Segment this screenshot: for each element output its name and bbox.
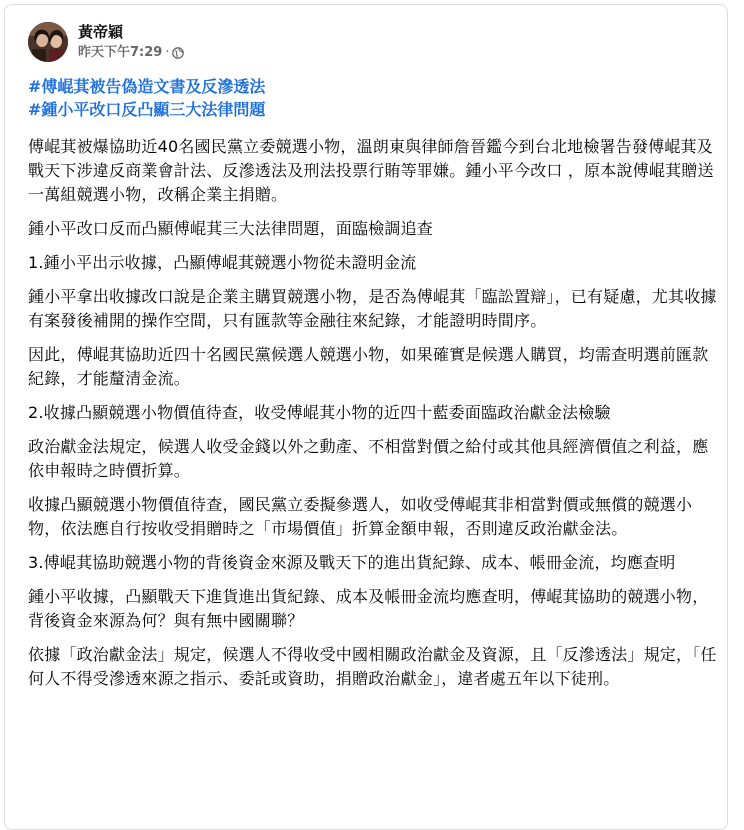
post-paragraph: 依據「政治獻金法」規定，候選人不得收受中國相關政治獻金及資源，且「反滲透法」規定，「任何人不得受滲透來源之指示、委託或資助，捐贈政治獻金」，違者處五年以下徒刑。: [28, 645, 717, 688]
post-paragraph: 1.鍾小平出示收據，凸顯傅崐萁競選小物從未證明金流: [28, 253, 417, 272]
post-paragraph: 3.傅崐萁協助競選小物的背後資金來源及戰天下的進出貨紀錄、成本、帳冊金流，均應查明: [28, 553, 676, 572]
meta-separator: ·: [165, 45, 170, 60]
post-body: [28, 75, 724, 691]
post-header: [28, 18, 184, 66]
author-name[interactable]: 黃帝穎: [78, 23, 124, 41]
globe-icon[interactable]: [172, 47, 184, 59]
hashtag-link[interactable]: #鍾小平改口反凸顯三大法律問題: [28, 100, 266, 119]
post-timestamp[interactable]: 昨天下午7:29: [78, 45, 163, 60]
post-paragraph: 因此，傅崐萁協助近四十名國民黨候選人競選小物，如果確實是候選人購買，均需查明選前匯款紀錄，才能釐清金流。: [28, 345, 709, 388]
author-block: [78, 22, 184, 62]
post-paragraph: 2.收據凸顯競選小物價值待查，收受傅崐萁小物的近四十藍委面臨政治獻金法檢驗: [28, 403, 611, 422]
hashtag-link[interactable]: #傅崐萁被告偽造文書及反滲透法: [28, 77, 266, 96]
avatar-photo: [28, 22, 68, 62]
post-paragraph: 鍾小平拿出收據改口說是企業主購買競選小物，是否為傅崐萁「臨訟置辯」，已有疑慮，尤其收據有案發後補開的操作空間，只有匯款等金融往來紀錄，才能證明時間序。: [28, 287, 717, 330]
avatar[interactable]: [28, 22, 68, 62]
post-paragraph: 傅崐萁被爆協助近40名國民黨立委競選小物，溫朗東與律師詹晉鑑今到台北地檢署告發傅崐萁及戰天下涉違反商業會計法、反滲透法及刑法投票行賄等罪嫌。鍾小平今改口 ，原本說傅崐萁贈送一萬組競選小物，改稱企業主捐贈。: [28, 137, 714, 204]
post-meta: [78, 44, 184, 62]
post-paragraph: 鍾小平收據，凸顯戰天下進貨進出貨紀錄、成本及帳冊金流均應查明，傅崐萁協助的競選小物，背後資金來源為何？與有無中國關聯？: [28, 587, 709, 630]
post-paragraph: 收據凸顯競選小物價值待查，國民黨立委擬參選人，如收受傅崐萁非相當對價或無償的競選小物，依法應自行按收受捐贈時之「市場價值」折算金額申報，否則違反政治獻金法。: [28, 495, 693, 538]
post-card: [4, 4, 728, 830]
post-paragraph: 鍾小平改口反而凸顯傅崐萁三大法律問題，面臨檢調追查: [28, 219, 434, 238]
post-paragraph: 政治獻金法規定，候選人收受金錢以外之動產、不相當對價之給付或其他具經濟價值之利益，應依申報時之時價折算。: [28, 437, 709, 480]
